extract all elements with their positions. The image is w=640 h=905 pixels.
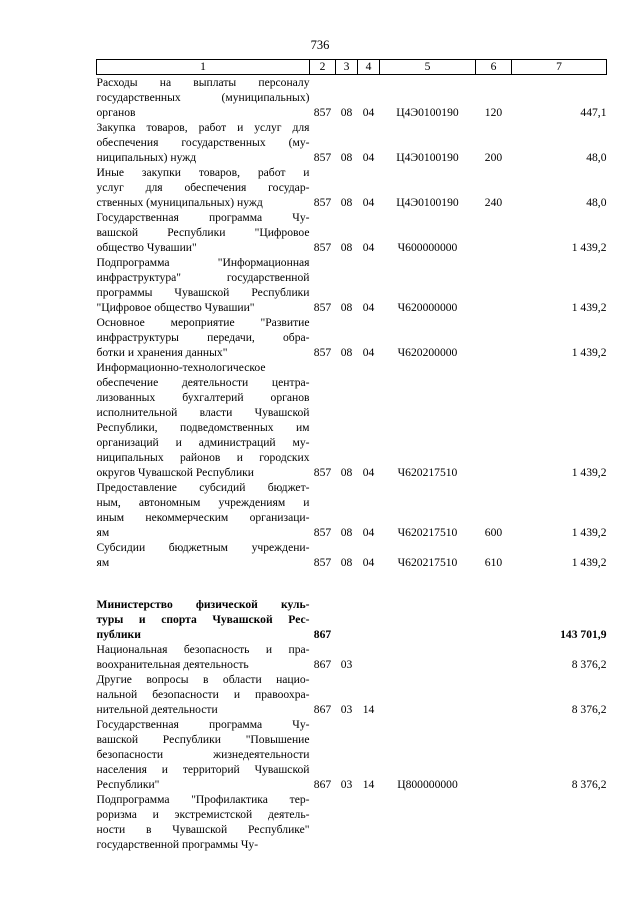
row-name-line: Республики, подведомственных им bbox=[96, 421, 310, 434]
expense-type-code bbox=[476, 210, 512, 255]
gov-code: 857 bbox=[313, 151, 332, 164]
table-row bbox=[97, 642, 607, 672]
target-article-code bbox=[380, 642, 476, 672]
row-name-line: вашской Республики "Цифровое bbox=[96, 226, 310, 239]
gov-code: 857 bbox=[313, 301, 332, 314]
table-row bbox=[97, 597, 607, 642]
row-name-line: публики bbox=[96, 628, 141, 641]
target-article-code: Ц800000000 bbox=[397, 778, 458, 791]
table-row bbox=[97, 210, 607, 255]
gov-code: 867 bbox=[313, 778, 332, 791]
subsection-code: 04 bbox=[362, 106, 375, 119]
section-code: 08 bbox=[340, 346, 353, 359]
row-name-line: роризма и экстремистской деятель- bbox=[96, 808, 310, 821]
section-code: 08 bbox=[340, 196, 353, 209]
expense-type-code: 240 bbox=[484, 196, 503, 209]
row-name-line: Государственная программа Чу- bbox=[96, 211, 310, 224]
page-number: 736 bbox=[310, 38, 330, 52]
section-code: 08 bbox=[340, 301, 353, 314]
expense-type-code bbox=[476, 717, 512, 792]
row-name-line: Министерство физической куль- bbox=[96, 598, 310, 611]
header-cell: 5 bbox=[380, 60, 476, 75]
amount: 1 439,2 bbox=[571, 466, 607, 479]
gov-code: 867 bbox=[313, 628, 332, 641]
table-row bbox=[97, 717, 607, 792]
subsection-code bbox=[358, 792, 380, 852]
amount: 1 439,2 bbox=[571, 346, 607, 359]
row-name bbox=[97, 120, 310, 165]
header-cell: 1 bbox=[97, 60, 310, 75]
row-name-line: населения и территорий Чувашской bbox=[96, 763, 310, 776]
target-article-code: Ч620200000 bbox=[397, 346, 458, 359]
expense-type-code: 120 bbox=[484, 106, 503, 119]
header-row bbox=[97, 60, 607, 75]
amount: 447,1 bbox=[580, 106, 607, 119]
row-name-line: "Цифровое общество Чувашии" bbox=[96, 301, 255, 314]
section-code bbox=[336, 597, 358, 642]
subsection-code: 14 bbox=[362, 703, 375, 716]
table-row bbox=[97, 540, 607, 570]
section-code: 08 bbox=[340, 106, 353, 119]
row-name-line: Национальная безопасность и пра- bbox=[96, 643, 310, 656]
gov-code: 857 bbox=[313, 346, 332, 359]
header-cell: 6 bbox=[476, 60, 512, 75]
section-code: 03 bbox=[340, 778, 353, 791]
table-row bbox=[97, 672, 607, 717]
row-name bbox=[97, 480, 310, 540]
row-name-line: округов Чувашской Республики bbox=[96, 466, 254, 479]
row-name-line: государственной программы Чу- bbox=[96, 838, 259, 851]
expense-type-code bbox=[476, 792, 512, 852]
target-article-code: Ч620217510 bbox=[397, 466, 458, 479]
expense-type-code bbox=[476, 672, 512, 717]
row-name-line: органов bbox=[96, 106, 136, 119]
table-row bbox=[97, 165, 607, 210]
row-name bbox=[97, 717, 310, 792]
row-name-line: ботки и хранения данных" bbox=[96, 346, 228, 359]
row-name-line: услуг для обеспечения государ- bbox=[96, 181, 310, 194]
target-article-code: Ч620000000 bbox=[397, 301, 458, 314]
subsection-code: 04 bbox=[362, 196, 375, 209]
row-name bbox=[97, 792, 310, 852]
row-name-line: безопасности жизнедеятельности bbox=[96, 748, 310, 761]
table-row bbox=[97, 480, 607, 540]
row-name-line: Республики" bbox=[96, 778, 160, 791]
row-name-line: ниципальных районов и городских bbox=[96, 451, 310, 464]
amount: 8 376,2 bbox=[571, 658, 607, 671]
gov-code bbox=[310, 792, 336, 852]
gov-code: 857 bbox=[313, 526, 332, 539]
subsection-code bbox=[358, 597, 380, 642]
section-code: 03 bbox=[340, 658, 353, 671]
section-code: 08 bbox=[340, 556, 353, 569]
target-article-code: Ч620217510 bbox=[397, 556, 458, 569]
spacer-row bbox=[97, 570, 607, 597]
row-name-line: инфраструктуры передачи, обра- bbox=[96, 331, 310, 344]
section-code: 08 bbox=[340, 466, 353, 479]
budget-table bbox=[96, 59, 607, 852]
subsection-code: 04 bbox=[362, 241, 375, 254]
expense-type-code: 610 bbox=[484, 556, 503, 569]
expense-type-code: 600 bbox=[484, 526, 503, 539]
row-name-line: нальной безопасности и правоохра- bbox=[96, 688, 310, 701]
row-name-line: Субсидии бюджетным учреждени- bbox=[96, 541, 310, 554]
subsection-code: 04 bbox=[362, 466, 375, 479]
amount: 1 439,2 bbox=[571, 556, 607, 569]
subsection-code: 14 bbox=[362, 778, 375, 791]
row-name-line: Другие вопросы в области нацио- bbox=[96, 673, 310, 686]
header-cell: 3 bbox=[336, 60, 358, 75]
row-name bbox=[97, 315, 310, 360]
target-article-code: Ц4Э0100190 bbox=[396, 151, 459, 164]
row-name bbox=[97, 672, 310, 717]
table-row bbox=[97, 255, 607, 315]
table-row bbox=[97, 792, 607, 852]
row-name-line: Информационно-технологическое bbox=[96, 361, 266, 374]
amount: 8 376,2 bbox=[571, 703, 607, 716]
row-name-line: ниципальных) нужд bbox=[96, 151, 197, 164]
row-name bbox=[97, 255, 310, 315]
gov-code: 867 bbox=[313, 658, 332, 671]
expense-type-code bbox=[476, 360, 512, 480]
row-name-line: Расходы на выплаты персоналу bbox=[96, 76, 310, 89]
row-name bbox=[97, 642, 310, 672]
amount: 143 701,9 bbox=[560, 628, 607, 641]
row-name-line: Государственная программа Чу- bbox=[96, 718, 310, 731]
row-name bbox=[97, 597, 310, 642]
table-row bbox=[97, 120, 607, 165]
table-row bbox=[97, 315, 607, 360]
amount: 48,0 bbox=[586, 151, 607, 164]
gov-code: 857 bbox=[313, 466, 332, 479]
row-name-line: исполнительной власти Чувашской bbox=[96, 406, 310, 419]
row-name-line: туры и спорта Чувашской Рес- bbox=[96, 613, 310, 626]
row-name-line: ным, автономным учреждениям и bbox=[96, 496, 310, 509]
subsection-code: 04 bbox=[362, 346, 375, 359]
gov-code: 857 bbox=[313, 241, 332, 254]
target-article-code: Ц4Э0100190 bbox=[396, 106, 459, 119]
gov-code: 857 bbox=[313, 556, 332, 569]
row-name-line: программы Чувашской Республики bbox=[96, 286, 310, 299]
amount: 8 376,2 bbox=[571, 778, 607, 791]
row-name-line: ственных (муниципальных) нужд bbox=[96, 196, 263, 209]
section-code: 08 bbox=[340, 241, 353, 254]
row-name-line: иным некоммерческим организаци- bbox=[96, 511, 310, 524]
row-name-line: общество Чувашии" bbox=[96, 241, 197, 254]
subsection-code: 04 bbox=[362, 151, 375, 164]
row-name-line: ности в Чувашской Республике" bbox=[96, 823, 310, 836]
row-name-line: вашской Республики "Повышение bbox=[96, 733, 310, 746]
section-code: 08 bbox=[340, 526, 353, 539]
header-cell: 7 bbox=[512, 60, 607, 75]
section-code bbox=[336, 792, 358, 852]
subsection-code bbox=[358, 642, 380, 672]
target-article-code bbox=[380, 792, 476, 852]
table-row bbox=[97, 360, 607, 480]
row-name bbox=[97, 360, 310, 480]
target-article-code: Ц4Э0100190 bbox=[396, 196, 459, 209]
row-name bbox=[97, 540, 310, 570]
row-name bbox=[97, 210, 310, 255]
expense-type-code bbox=[476, 255, 512, 315]
target-article-code bbox=[380, 597, 476, 642]
spacer-cell bbox=[97, 570, 607, 597]
target-article-code: Ч600000000 bbox=[397, 241, 458, 254]
expense-type-code: 200 bbox=[484, 151, 503, 164]
target-article-code: Ч620217510 bbox=[397, 526, 458, 539]
row-name-line: обеспечение деятельности центра- bbox=[96, 376, 310, 389]
row-name bbox=[97, 75, 310, 121]
expense-type-code bbox=[476, 597, 512, 642]
amount: 1 439,2 bbox=[571, 301, 607, 314]
gov-code: 867 bbox=[313, 703, 332, 716]
subsection-code: 04 bbox=[362, 556, 375, 569]
row-name-line: организаций и администраций му- bbox=[96, 436, 310, 449]
amount bbox=[512, 792, 607, 852]
row-name-line: Закупка товаров, работ и услуг для bbox=[96, 121, 310, 134]
row-name-line: Основное мероприятие "Развитие bbox=[96, 316, 310, 329]
row-name-line: обеспечения государственных (му- bbox=[96, 136, 310, 149]
gov-code: 857 bbox=[313, 106, 332, 119]
section-code: 08 bbox=[340, 151, 353, 164]
target-article-code bbox=[380, 672, 476, 717]
section-code: 03 bbox=[340, 703, 353, 716]
row-name-line: Иные закупки товаров, работ и bbox=[96, 166, 310, 179]
subsection-code: 04 bbox=[362, 526, 375, 539]
row-name-line: нительной деятельности bbox=[96, 703, 218, 716]
row-name-line: лизованных бухгалтерий органов bbox=[96, 391, 310, 404]
row-name-line: Предоставление субсидий бюджет- bbox=[96, 481, 310, 494]
expense-type-code bbox=[476, 642, 512, 672]
row-name-line: инфраструктура" государственной bbox=[96, 271, 310, 284]
amount: 1 439,2 bbox=[571, 241, 607, 254]
amount: 1 439,2 bbox=[571, 526, 607, 539]
gov-code: 857 bbox=[313, 196, 332, 209]
row-name-line: ям bbox=[96, 526, 110, 539]
row-name-line: ям bbox=[96, 556, 110, 569]
table-row bbox=[97, 75, 607, 121]
row-name-line: воохранительная деятельность bbox=[96, 658, 249, 671]
header-cell: 4 bbox=[358, 60, 380, 75]
row-name-line: Подпрограмма "Информационная bbox=[96, 256, 310, 269]
expense-type-code bbox=[476, 315, 512, 360]
header-cell: 2 bbox=[310, 60, 336, 75]
subsection-code: 04 bbox=[362, 301, 375, 314]
row-name-line: Подпрограмма "Профилактика тер- bbox=[96, 793, 310, 806]
row-name bbox=[97, 165, 310, 210]
row-name-line: государственных (муниципальных) bbox=[96, 91, 310, 104]
amount: 48,0 bbox=[586, 196, 607, 209]
